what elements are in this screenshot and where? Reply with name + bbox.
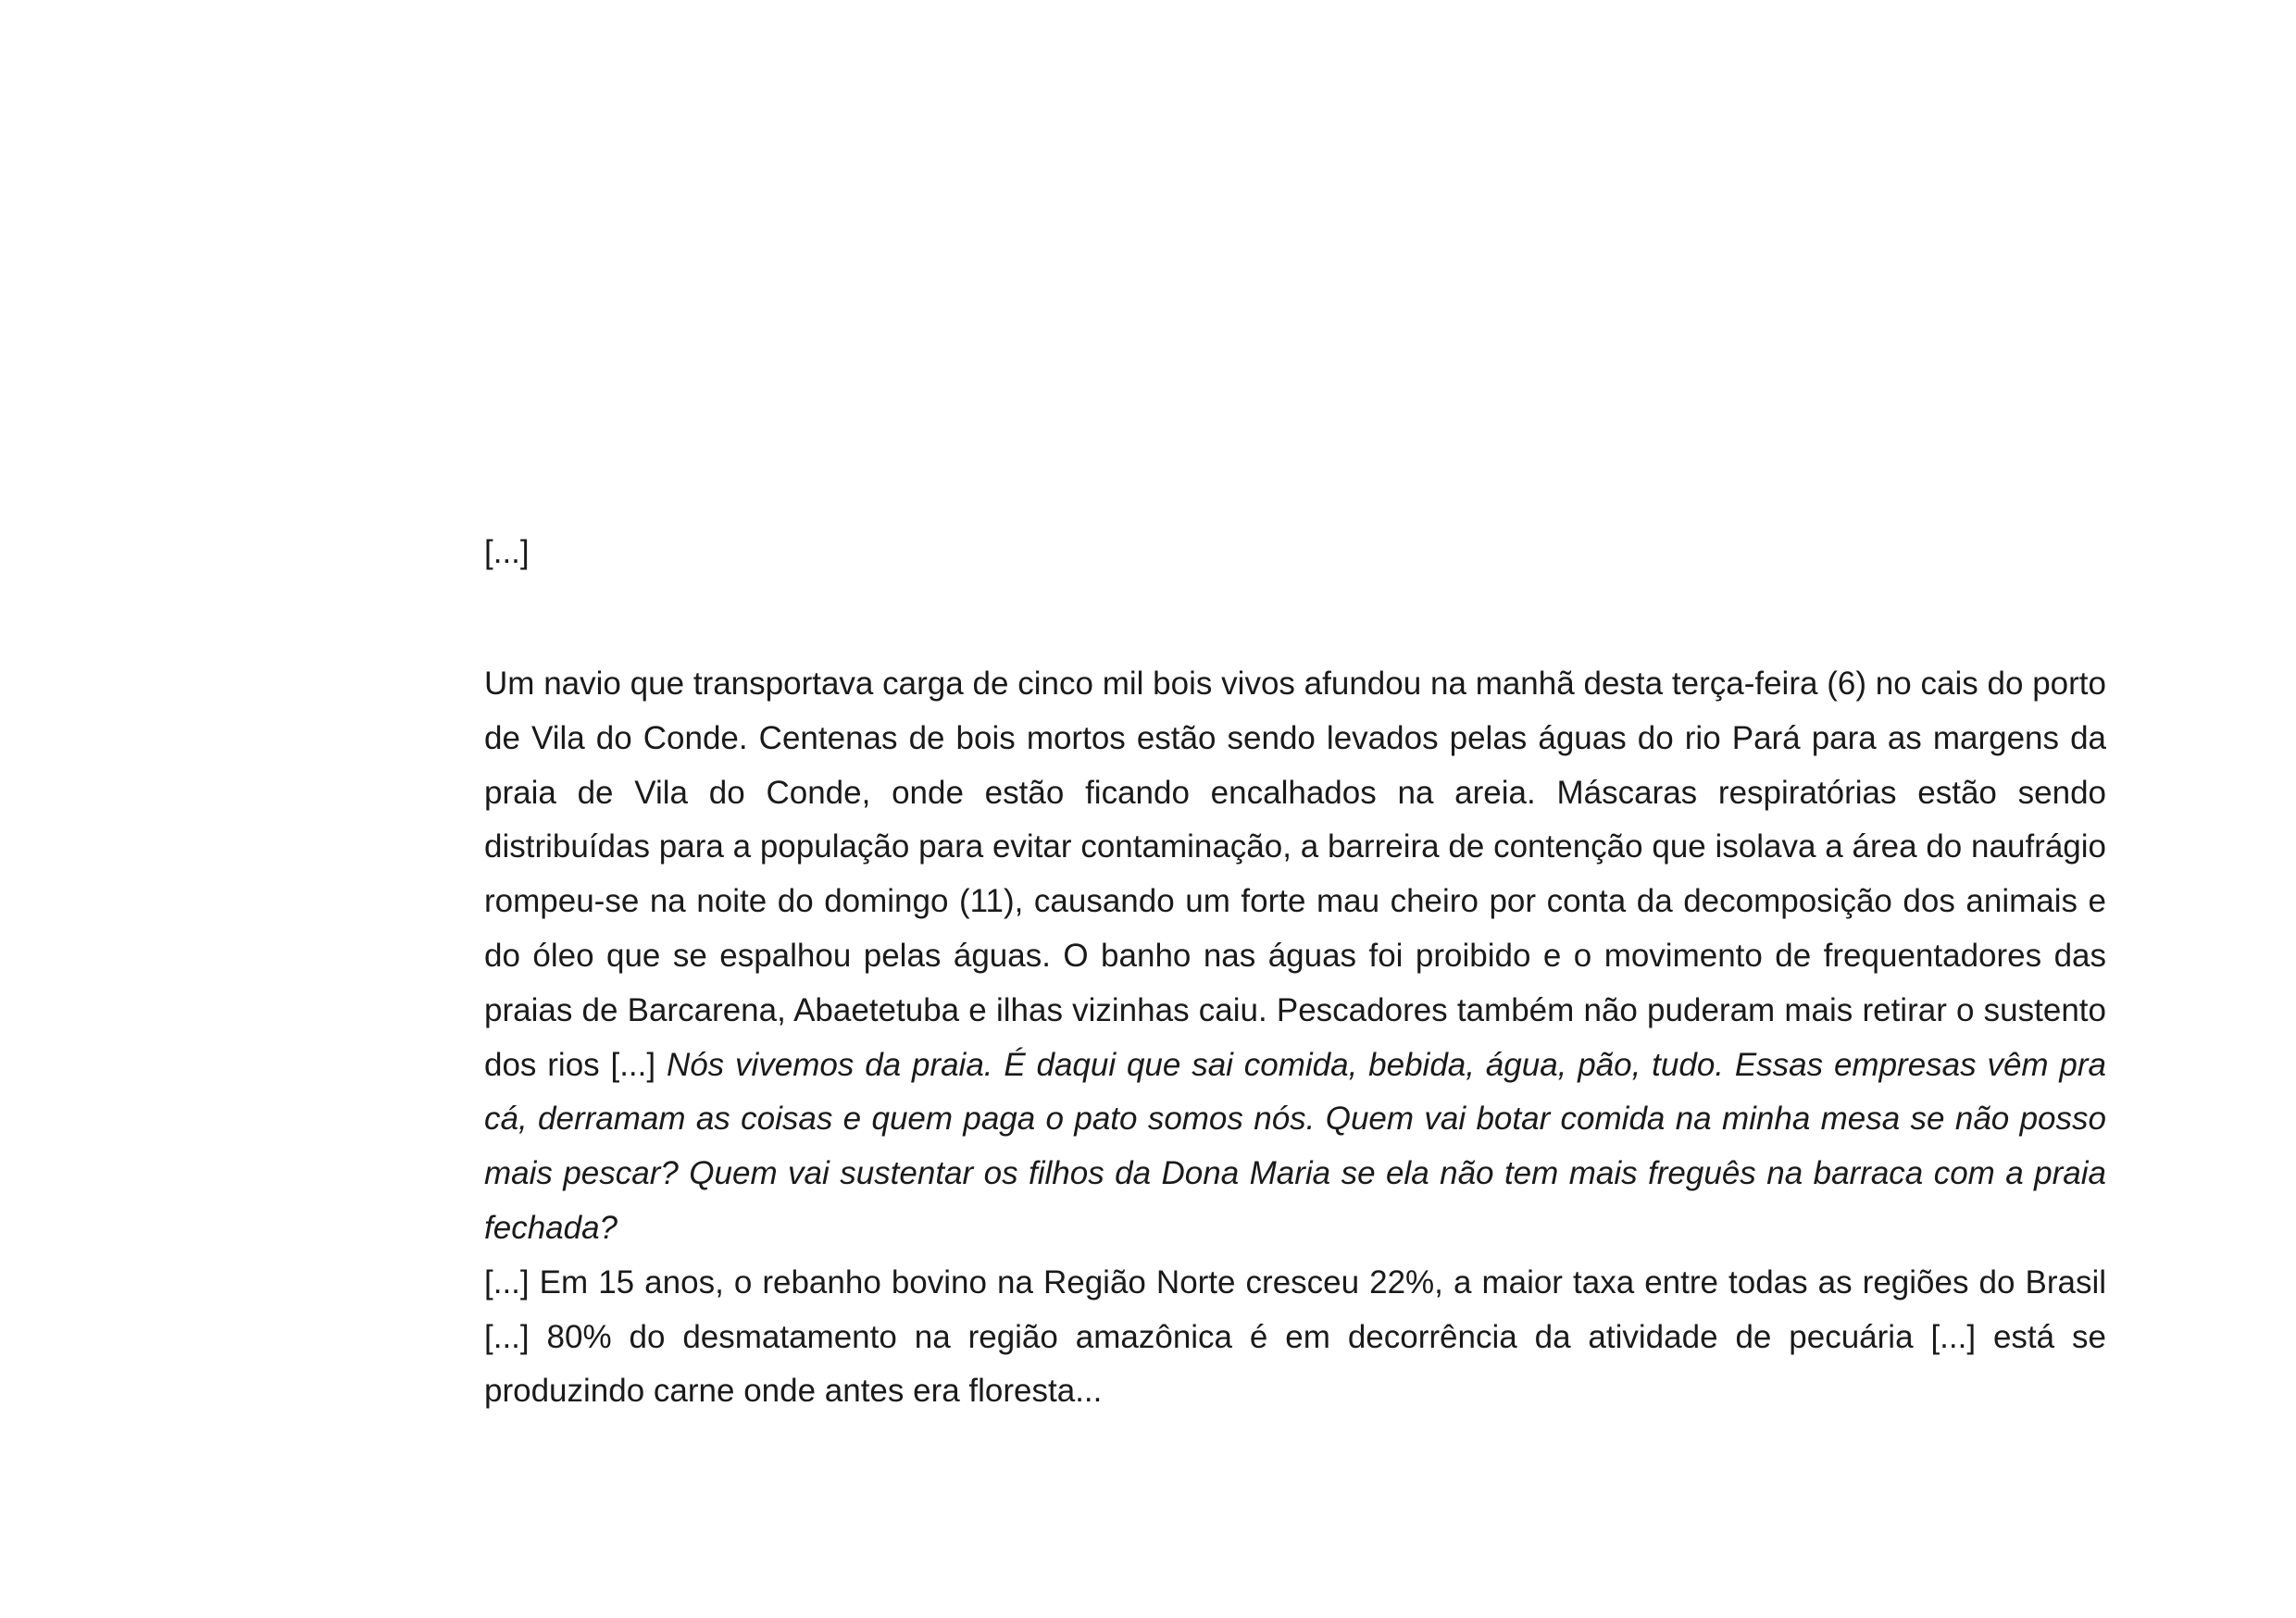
opening-ellipsis: [...]: [484, 534, 530, 570]
paragraph-cattle-deforestation: [...] Em 15 anos, o rebanho bovino na Região Norte cresceu 22%, a maior taxa entre todas as regiões do Brasil [...] 80% do desmatamento na região amazônica é em decorrência da atividade de pecuária [...] está se produzindo carne onde antes era floresta...: [484, 1263, 2106, 1410]
paragraph-news-report: [484, 657, 2106, 1256]
body-text: [484, 657, 2106, 1419]
news-report-text: Um navio que transportava carga de cinco mil bois vivos afundou na manhã desta terça-feira (6) no cais do porto de Vila do Conde. Centenas de bois mortos estão sendo levados pelas águas do rio Pará para as margens da praia de Vila do Conde, onde estão ficando encalhados na areia. Máscaras respiratórias estão sendo distribuídas para a população para evitar contaminação, a barreira de contenção que isolava a área do naufrágio rompeu-se na noite do domingo (11), causando um forte mau cheiro por conta da decomposição dos animais e do óleo que se espalhou pelas águas. O banho nas águas foi proibido e o movimento de frequentadores das praias de Barcarena, Abaetetuba e ilhas vizinhas caiu. Pescadores também não puderam mais retirar o sustento dos rios [...]: [484, 666, 2106, 1083]
fisherman-quote: Nós vivemos da praia. É daqui que sai comida, bebida, água, pão, tudo. Essas empresas vêm pra cá, derramam as coisas e quem paga o pato somos nós. Quem vai botar comida na minha mesa se não posso mais pescar? Quem vai sustentar os filhos da Dona Maria se ela não tem mais freguês na barraca com a praia fechada?: [484, 1046, 2107, 1246]
